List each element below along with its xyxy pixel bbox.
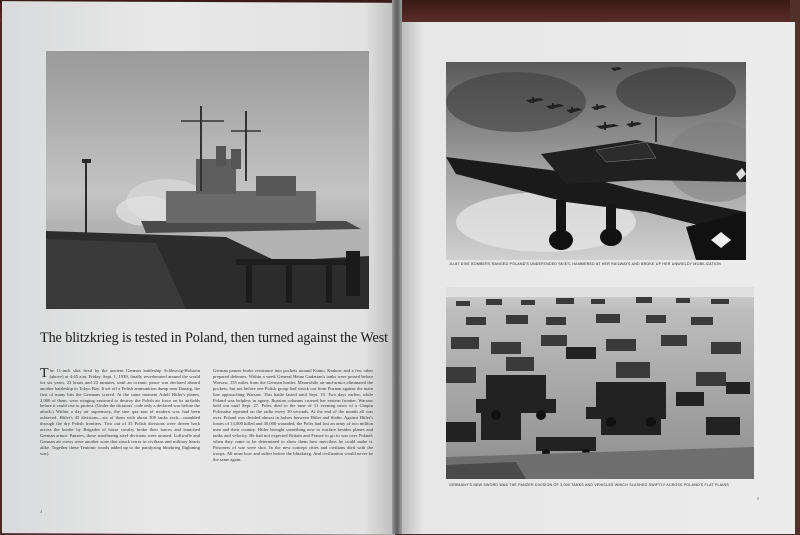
page-number-left: 4	[40, 509, 42, 514]
article-column-2: German panzer broke resistance into pockets around Kutno, Krakow and a few other prepared defenses. Within a week General Heinz Guderian's tanks were poised before Warsaw, 155 miles from the German border. Meanwhile air-and-armor eliminated the pockets, but not before one Polish group had struck out from Poznan against the main line approaching Warsaw. This battle lasted until Sept. 19. Two days earlier, while Poland was helpless in agony, Russian columns crossed her eastern frontier. Warsaw held out until Sept. 27. Poles died to the tune of 11 evening news of a Chopin Polonaise repeated on the radio every 30 seconds. At the end of the month all was over. Poland was divided almost in halves between Hitler and Stalin. Against Hitler's losses of 13,000 killed and 30,000 wounded, the Poles had lost an army of two million men and their country. Hitler brought something new to warfare besides planes and tanks and velocity. He had not expected Britain and France to go to war over Poland; when they came to be determined to show them how merciless he could make it. Prisoners of war were shot. In the new concept cities and civilians died with the troops. All must bow and suffer before the blitzkrieg. And civilization would never be the same again.	[213, 368, 373, 462]
page-number-right: 5	[757, 496, 759, 501]
article-column-1	[40, 368, 200, 502]
panzer-division-caption: GERMANY'S NEW SWORD WAS THE PANZER DIVISION OF 3,000 TANKS AND VEHICLES WHICH SLASHED SWIFTLY ACROSS POLAND'S FLAT PLAINS	[449, 483, 729, 487]
drop-cap: T	[40, 368, 49, 381]
article-headline: The blitzkrieg is tested in Poland, then turned against the West	[40, 330, 388, 346]
panzer-division-photo	[446, 287, 754, 479]
article-column-1-text: he 11-inch shot fired by the ancient German battleship Schleswig-Holstein (above) at 4:45 a.m. Friday, Sept. 1, 1939, finally reverberated around the world for six years, 23 hours and 23 minutes, until an oceanic peace was declared aboard another battleship in Tokyo Bay. It set off a Polish ammunition dump near Danzig, the first of many hits the Germans scored. At the same moment Adolf Hitler's planes, 2,000 of them, were winging eastward to destroy the Polish air force on its airfields before it could rise to protest. (Under the dictators' code only a declared war before the attack.) Within a day air supremacy, the sine qua non of modern war, had been achieved. Hitler's 45 divisions—six of them with about 300 tanks each—crumbled through the dry Polish frontiers. Two out of 35 Polish divisions were driven back across the border by Brigades of horse cavalry broke their lances and launched German armor. Panzers, those smothering steel divisions were unused. Luftwaffe and German air crews were another zone that struck terror in civilians and military hearts alike. Together these Teutonic words added up to the paralyzing blitzkrieg (lightning war).	[40, 368, 200, 456]
book-gutter	[392, 0, 402, 534]
battleship-photo	[46, 51, 369, 309]
dive-bombers-photo	[446, 62, 746, 260]
dive-bombers-caption: JU-87 DIVE BOMBERS RANGED POLAND'S UNDEFENDED SKIES, HAMMERED AT HER RAILWAYS AND BROKE UP HER UNWIELDY MOBILIZATION	[449, 262, 721, 266]
